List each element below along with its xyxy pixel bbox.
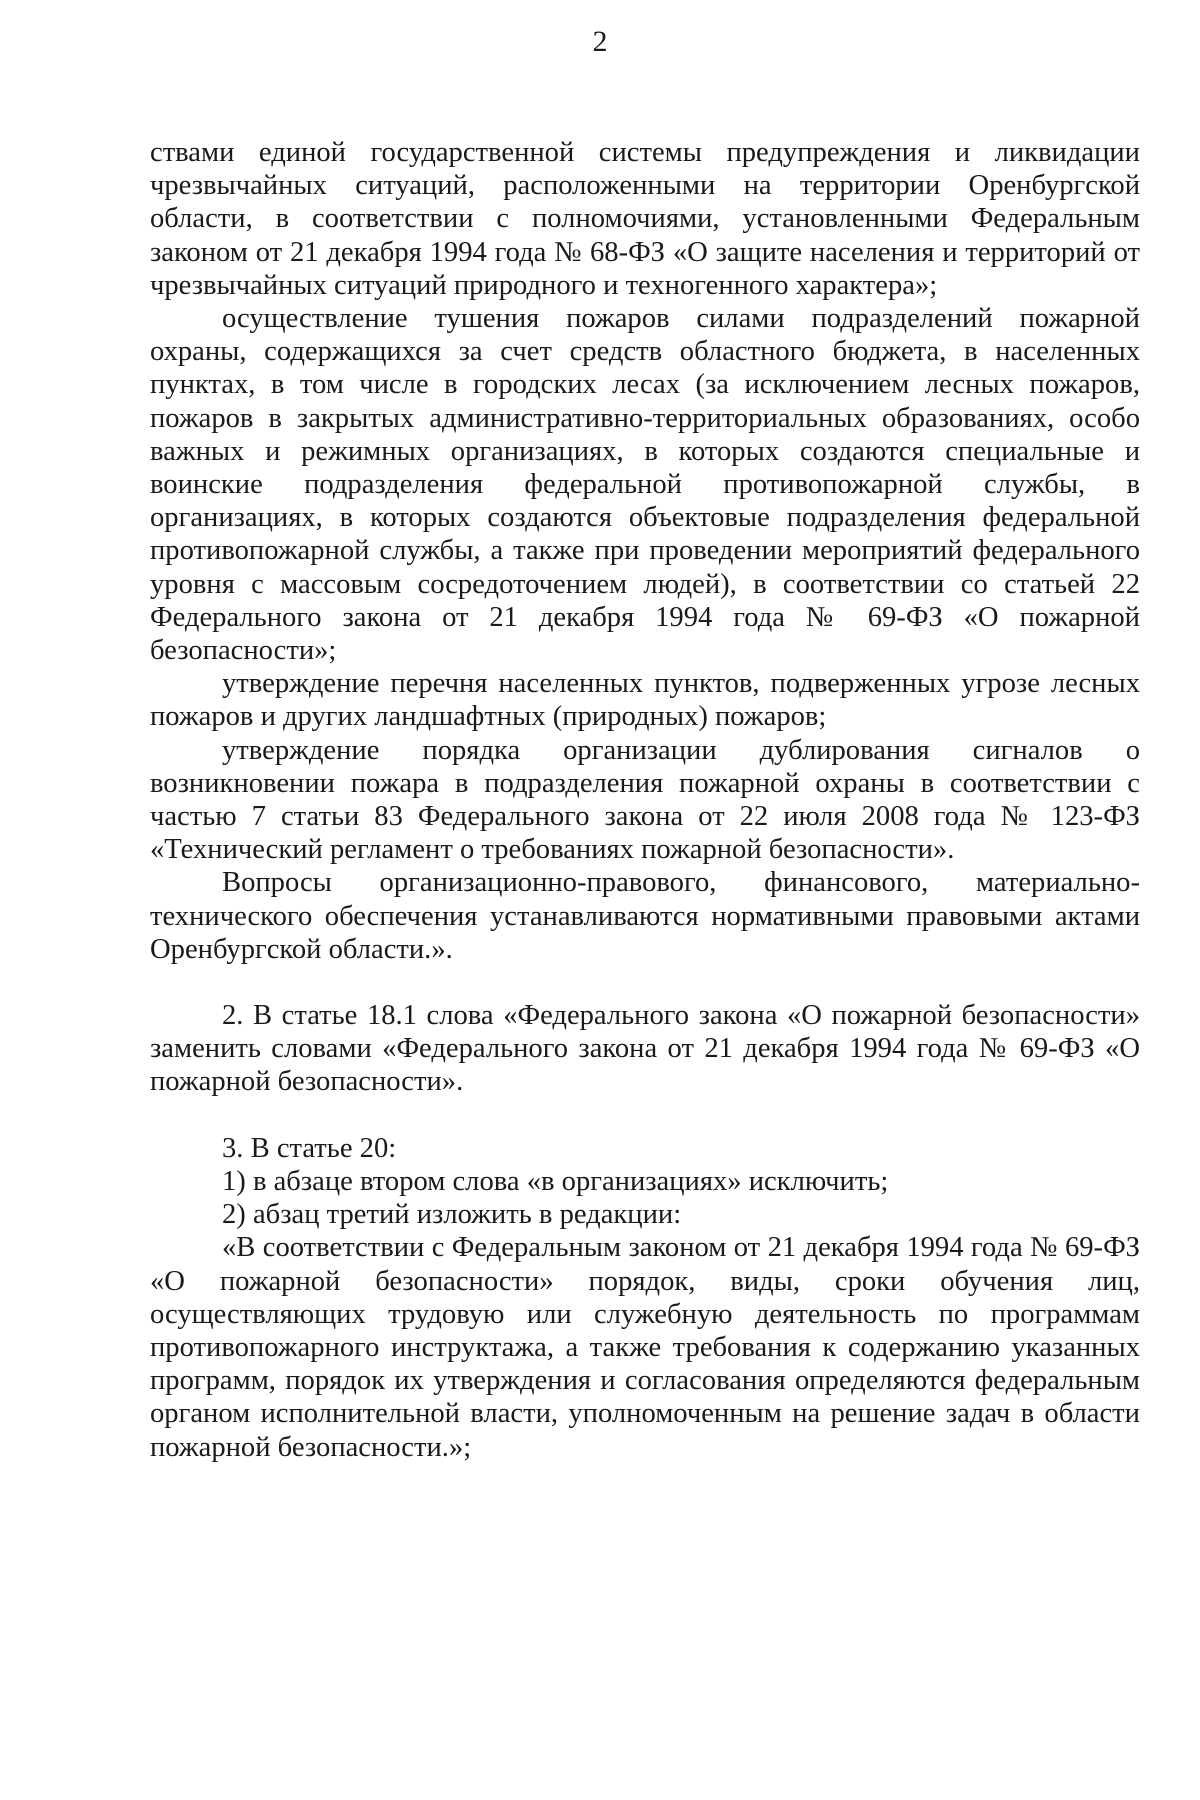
paragraph-item-1: 1) в абзаце втором слова «в организациях» исключить;: [222, 1165, 889, 1197]
paragraph-new-wording: «В соответствии с Федеральным законом от 21 декабря 1994 года № 69-ФЗ «О пожарной безопасности» порядок, виды, сроки обучения лиц, осуществляющих трудовую или служебную деятельность по программам противопожарного инструктажа, а также требования к содержанию указанных программ, порядок их утверждения и согласования определяются федеральным органом исполнительной власти, уполномоченным на решение задач в области пожарной безопасности.»;: [150, 1232, 1140, 1463]
paragraph-fire-extinguishing: осуществление тушения пожаров силами подразделений пожарной охраны, содержащихся за счет средств областного бюджета, в населенных пунктах, в том числе в городских лесах (за исключением лесных пожаров, пожаров в закрытых административно-территориальных образованиях, особо важных и режимных организациях, в которых создаются специальные и воинские подразделения федеральной противопожарной службы, в организациях, в которых создаются объектовые подразделения федеральной противопожарной службы, а также при проведении мероприятий федерального уровня с массовым сосредоточением людей), в соответствии со статьей 22 Федерального закона от 21 декабря 1994 года № 69-ФЗ «О пожарной безопасности»;: [150, 303, 1140, 667]
paragraph-signal-duplication: утверждение порядка организации дублирования сигналов о возникновении пожара в подразделения пожарной охраны в соответствии с частью 7 статьи 83 Федерального закона от 22 июля 2008 года № 123-ФЗ «Технический регламент о требованиях пожарной безопасности».: [150, 734, 1140, 866]
paragraph-support-issues: Вопросы организационно-правового, финансового, материально-технического обеспечения устанавливаются нормативными правовыми актами Оренбургской области.».: [150, 867, 1140, 965]
paragraph-article-18-1: 2. В статье 18.1 слова «Федерального закона «О пожарной безопасности» заменить словами «Федерального закона от 21 декабря 1994 года № 69-ФЗ «О пожарной безопасности».: [150, 1000, 1140, 1098]
paragraph-article-20-heading: 3. В статье 20:: [222, 1132, 397, 1164]
paragraph-settlements-list: утверждение перечня населенных пунктов, подверженных угрозе лесных пожаров и других ландшафтных (природных) пожаров;: [150, 668, 1140, 733]
paragraph-item-2: 2) абзац третий изложить в редакции:: [222, 1199, 682, 1231]
document-body: [150, 136, 1140, 1464]
paragraph-continuation: ствами единой государственной системы предупреждения и ликвидации чрезвычайных ситуаций, расположенными на территории Оренбургской области, в соответствии с полномочиями, установленными Федеральным законом от 21 декабря 1994 года № 68-ФЗ «О защите населения и территорий от чрезвычайных ситуаций природного и техногенного характера»;: [150, 137, 1140, 301]
page-number: 2: [592, 25, 608, 58]
